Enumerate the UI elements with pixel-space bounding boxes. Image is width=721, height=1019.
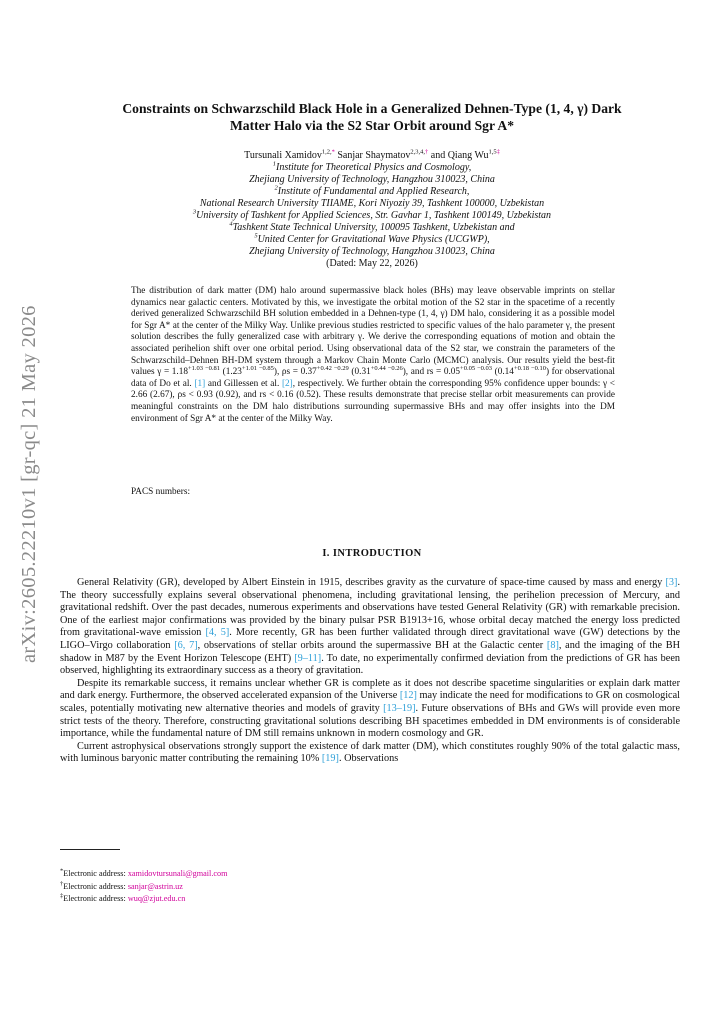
paragraph xyxy=(60,678,680,741)
dated-line: (Dated: May 22, 2026) xyxy=(326,258,418,269)
affiliation-line: $^4$Tashkent State Technical University, 100095 Tashkent, Uzbekistan and xyxy=(229,220,515,233)
paragraph xyxy=(60,577,680,678)
section-heading: I. INTRODUCTION xyxy=(322,548,422,559)
pacs-numbers: PACS numbers: xyxy=(131,487,191,497)
paragraph-text: Despite its remarkable success, it remains unclear whether GR is complete as it does not describe spacetime singularities or explain dark matter and dark energy. Furthermore, the observed accelerated expansion of the Universe xyxy=(60,677,680,702)
footnote: ‡Electronic address: wuq@zjut.edu.cn xyxy=(60,892,186,904)
paragraph-text: Current astrophysical observations strongly support the existence of dark matter (DM), which constitutes roughly 90% of the total galactic mass, with luminous baryonic matter contributing the remaining 10% xyxy=(60,740,680,765)
arxiv-identifier: arXiv:2605.22210v1 [gr-qc] 21 May 2026 xyxy=(18,305,40,663)
paragraph-text: . The theory successfully explains several observational phenomena, including gravitational lensing, the perihelion precession of Mercury, and gravitational redshift. Over the past decades, numerous experiments and observations have tested General Relativity (GR) with remarkable precision. One of the earliest major confirmations was provided by the binary pulsar PSR B1913+16, whose orbital decay matched the energy loss predicted from gravitational-wave emission xyxy=(60,577,680,639)
paragraph-text: . To date, no experimentally confirmed deviation from the predictions of GR has been observed, highlighting its extraordinary success as a theory of gravitation. xyxy=(60,652,680,677)
paragraph-text: . Observations xyxy=(338,753,399,765)
footnotes xyxy=(60,868,227,906)
affiliation-line: National Research University TIIAME, Kori Niyoziy 39, Tashkent 100000, Uzbekistan xyxy=(199,198,545,209)
author-list xyxy=(60,150,684,162)
email-link[interactable]: sanjar@astrin.uz xyxy=(127,881,183,891)
affiliation-line: $^5$United Center for Gravitational Wave Physics (UCGWP), xyxy=(254,232,490,245)
affiliation-line: Zhejiang University of Technology, Hangzhou 310023, China xyxy=(249,246,495,257)
paragraph-text: , observations of stellar orbits around the supermassive BH at the Galactic center xyxy=(197,639,547,651)
citation-link[interactable]: [19] xyxy=(321,753,339,765)
paragraph-text: . More recently, GR has been further validated through direct gravitational wave (GW) detections by the LIGO–Virgo collaboration xyxy=(60,627,681,651)
footnote-mark-link[interactable]: * xyxy=(331,148,335,156)
author-affil-sup: 1,2, xyxy=(321,148,332,156)
title-line-1: Constraints on Schwarzschild Black Hole in a Generalized Dehnen-Type (1, 4, γ) Dark xyxy=(122,101,622,116)
author-block xyxy=(60,150,684,270)
paragraph xyxy=(60,741,680,766)
paragraph-text: may indicate the need for modifications to GR on cosmological scales, potentially motivating new alternative theories and models of gravity xyxy=(60,690,680,714)
footnote: †Electronic address: sanjar@astrin.uz xyxy=(60,879,183,891)
affiliation-line: Zhejiang University of Technology, Hangzhou 310023, China xyxy=(249,174,495,185)
paper-title xyxy=(60,101,684,134)
email-link[interactable]: wuq@zjut.edu.cn xyxy=(127,894,186,904)
footnote-mark-link[interactable]: ‡ xyxy=(496,148,500,156)
author-affil-sup: 1,5 xyxy=(488,148,497,156)
citation-link[interactable]: [8] xyxy=(546,639,559,651)
email-link[interactable]: xamidovtursunali@gmail.com xyxy=(127,869,228,878)
affiliation-line: $^1$Institute for Theoretical Physics and Cosmology, xyxy=(272,160,472,173)
citation-link[interactable]: [6, 7] xyxy=(174,639,198,651)
author-name: Sanjar Shaymatov xyxy=(337,150,411,161)
abstract: The distribution of dark matter (DM) halo around supermassive black holes (BHs) may leave observable imprints on stellar dynamics near galactic centers. Motivated by this, we investigate the orbital motion of the S2 star in the spacetime of a recently derived generalized Schwarzschild BH solution embedded in a Dehnen-type (1, 4, γ) DM halo, considering it as a possible model for Sgr A* at the center of the Milky Way. Unlike previous studies restricted to specific values of the halo parameter γ, the present solution describes the fully generalized case with arbitrary γ. We derive the corresponding equations of motion and obtain the associated perihelion shift over one orbital period. Using observational data of the S2 star, we constrain the parameters of the Schwarzschild–Dehnen BH-DM system through a Markov Chain Monte Carlo (MCMC) analysis. Our results yield the best-fit values $\gamma = 1.18^{+1.03 -0.81}$ $(1.23^{+1.01 -0.85})$, $\rho s = 0.37^{+0.42 -0.29}$ $(0.31^{+0.44 -0.26})$, and rs = $0.05^{+0.05 -0.03}$ $(0.14^{+0.18 -0.10})$ for observational data of Do et al. [1] and Gillessen et al. [2], respectively. We further obtain the corresponding 95% confidence upper bounds: γ < 2.66 (2.67), ρs < 0.93 (0.92), and rs < 0.16 (0.52). These results demonstrate that precise stellar orbit measurements can provide meaningful constraints on the DM halo distributions surrounding supermassive BHs and may offer insights into the DM environment of Sgr A* at the center of the Milky Way. xyxy=(131,286,615,424)
affiliation-line: $^2$Institute of Fundamental and Applied Research, xyxy=(274,184,470,197)
footnote: *Electronic address: xamidovtursunali@gmail.com xyxy=(60,867,228,878)
author-affil-sup: 2,3,4, xyxy=(410,148,425,156)
citation-link[interactable]: [2] xyxy=(281,378,293,389)
citation-link[interactable]: [13–19] xyxy=(383,702,416,714)
affiliation-line: $^3$University of Tashkent for Applied Sciences, Str. Gavhar 1, Tashkent 100149, Uzbekistan xyxy=(192,208,552,221)
author-name: and Qiang Wu xyxy=(430,150,489,161)
paragraph-text: , and the imaging of the BH shadow in M87 by the Event Horizon Telescope (EHT) xyxy=(60,639,681,664)
footnote-divider xyxy=(60,849,120,850)
citation-link[interactable]: [9–11] xyxy=(294,652,322,664)
paragraph-text: . Future observations of BHs and GWs will provide even more strict tests of the theory. Therefore, constructing gravitational solutions describing BH spacetimes embedded in DM environments is of considerable importance, while the fundamental nature of DM still remains unknown in modern cosmology and GR. xyxy=(60,702,680,740)
citation-link[interactable]: [1] xyxy=(194,378,206,389)
citation-link[interactable]: [3] xyxy=(665,577,678,588)
citation-link[interactable]: [12] xyxy=(399,690,417,702)
introduction-body xyxy=(60,577,680,766)
author-name: Tursunali Xamidov xyxy=(244,150,322,161)
paragraph-text: General Relativity (GR), developed by Albert Einstein in 1915, describes gravity as the curvature of space-time caused by mass and energy xyxy=(77,577,666,588)
citation-link[interactable]: [4, 5] xyxy=(205,627,230,639)
title-line-2: Matter Halo via the S2 Star Orbit around Sgr A* xyxy=(229,117,515,133)
footnote-mark-link[interactable]: † xyxy=(425,148,429,156)
